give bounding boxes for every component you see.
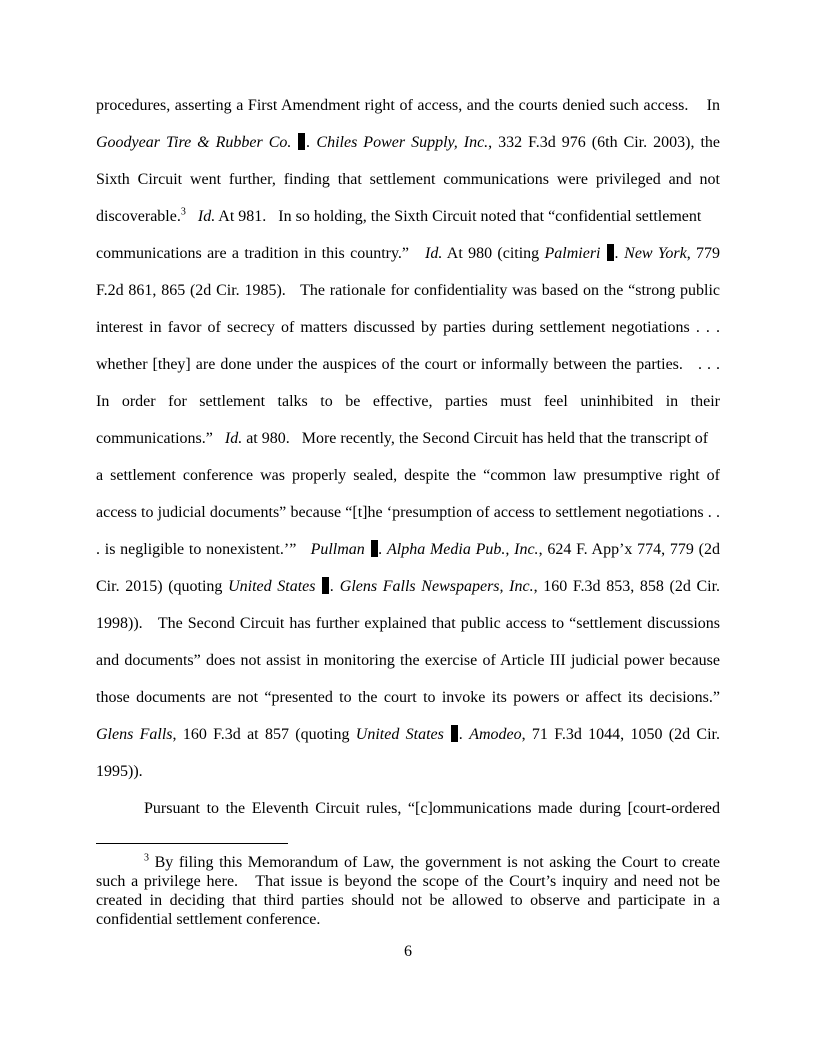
- text-line: communications are a tradition in this country.” Id. At 980 (citing Palmieri . New York, 779: [96, 245, 721, 262]
- redaction-block: [371, 540, 378, 557]
- text-line: 1998)). The Second Circuit has further explained that public access to “settlement discussions: [96, 615, 720, 632]
- footnote-line: created in deciding that third parties should not be allowed to observe and participate in a: [96, 892, 720, 909]
- text-line: whether [they] are done under the auspices of the court or informally between the parties. . . .: [96, 356, 720, 373]
- case-name: . Glens Falls Newspapers, Inc.: [330, 578, 534, 595]
- text-line: and documents” does not assist in monitoring the exercise of Article III judicial power because: [96, 652, 720, 669]
- redaction-block: [451, 725, 458, 742]
- text-line: interest in favor of secrecy of matters discussed by parties during settlement negotiations . . .: [96, 319, 720, 336]
- case-name: . Alpha Media Pub., Inc.: [378, 541, 539, 558]
- paragraph-start-line: Pursuant to the Eleventh Circuit rules, “[c]ommunications made during [court-ordered: [144, 800, 720, 817]
- case-name: United States: [355, 726, 444, 743]
- text-line: In order for settlement talks to be effective, parties must feel uninhibited in their: [96, 393, 720, 410]
- footnote-ref: 3: [180, 206, 186, 218]
- case-name: . Chiles Power Supply, Inc.: [306, 134, 489, 151]
- text-line: Goodyear Tire & Rubber Co. . Chiles Power Supply, Inc., 332 F.3d 976 (6th Cir. 2003), the: [96, 134, 720, 151]
- case-name: Glens Falls: [96, 726, 173, 743]
- text-line: procedures, asserting a First Amendment right of access, and the courts denied such access. In: [96, 97, 720, 114]
- footnote-line: $^3$ By filing this Memorandum of Law, the government is not asking the Court to create: [144, 852, 720, 871]
- footnote-line: such a privilege here. That issue is beyond the scope of the Court’s inquiry and need not be: [96, 873, 720, 890]
- text-line: 1995)).: [96, 763, 143, 780]
- text-line: a settlement conference was properly sealed, despite the “common law presumptive right of: [96, 467, 720, 484]
- case-name: Goodyear Tire & Rubber Co.: [96, 134, 292, 151]
- footnote-line: confidential settlement conference.: [96, 911, 321, 928]
- footnote-divider: [96, 843, 288, 844]
- text-line: F.2d 861, 865 (2d Cir. 1985). The rationale for confidentiality was based on the “strong public: [96, 282, 720, 299]
- case-name: . New York: [614, 245, 687, 262]
- text-line: discoverable.$^3$ Id. At 981. In so holding, the Sixth Circuit noted that “confidential settlement: [96, 206, 702, 225]
- text-line: Glens Falls, 160 F.3d at 857 (quoting United States . Amodeo, 71 F.3d 1044, 1050 (2d Cir.: [96, 726, 720, 743]
- case-name: . Amodeo: [459, 726, 522, 743]
- text-line: access to judicial documents” because “[t]he ‘presumption of access to settlement negotiations . .: [96, 504, 720, 521]
- case-name: United States: [228, 578, 316, 595]
- text-line: Cir. 2015) (quoting United States . Glens Falls Newspapers, Inc., 160 F.3d 853, 858 (2d Cir.: [96, 578, 721, 595]
- case-name: Pullman: [310, 541, 365, 558]
- redaction-block: [607, 244, 614, 261]
- redaction-block: [322, 577, 329, 594]
- text-line: Sixth Circuit went further, finding that settlement communications were privileged and not: [96, 171, 720, 188]
- redaction-block: [298, 133, 305, 150]
- text-line: . is negligible to nonexistent.’” Pullman . Alpha Media Pub., Inc., 624 F. App’x 774, 779 (2d: [96, 541, 721, 558]
- footnote-number: 3: [144, 852, 149, 864]
- text-line: those documents are not “presented to the court to invoke its powers or affect its decisions.”: [96, 689, 720, 706]
- case-name: Palmieri: [544, 245, 601, 262]
- text-line: communications.” Id. at 980. More recently, the Second Circuit has held that the transcript of: [96, 430, 709, 447]
- page-number: 6: [404, 943, 412, 960]
